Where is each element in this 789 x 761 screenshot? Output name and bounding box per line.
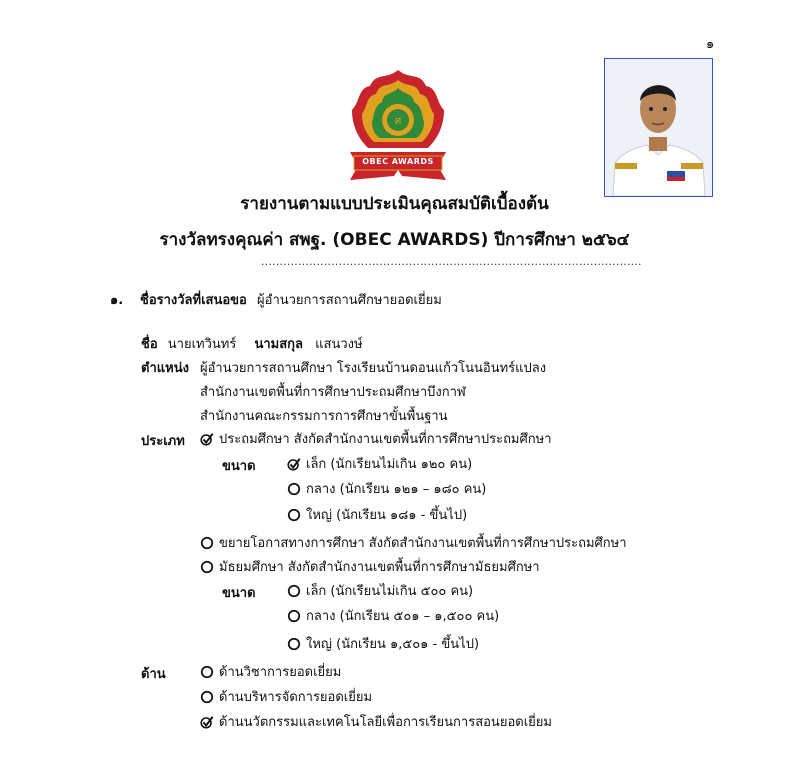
- secondary-size-text: ใหญ่ (นักเรียน ๑,๕๐๑ - ขึ้นไป): [306, 637, 480, 652]
- primary-size-text: ใหญ่ (นักเรียน ๑๘๑ - ขึ้นไป): [306, 508, 468, 523]
- aspect-option-text: ด้านวิชาการยอดเยี่ยม: [219, 665, 342, 680]
- checked-circle-icon[interactable]: [200, 432, 214, 446]
- report-title: รายงานตามแบบประเมินคุณสมบัติเบื้องต้น: [240, 194, 549, 214]
- primary-size-option[interactable]: [287, 504, 467, 525]
- report-subtitle: รางวัลทรงคุณค่า สพฐ. (OBEC AWARDS) ปีการศึกษา ๒๕๖๔: [159, 230, 630, 250]
- primary-size-text: เล็ก (นักเรียนไม่เกิน ๑๒๐ คน): [306, 457, 473, 472]
- section-number: ๑.: [110, 293, 124, 308]
- empty-circle-icon[interactable]: [287, 482, 301, 496]
- category-primary-text: ประถมศึกษา สังกัดสำนักงานเขตพื้นที่การศึกษาประถมศึกษา: [219, 432, 552, 447]
- primary-size-option[interactable]: [287, 453, 472, 474]
- first-name-value: นายเทวินทร์: [167, 337, 237, 352]
- empty-circle-icon[interactable]: [200, 536, 214, 550]
- secondary-size-option[interactable]: [287, 633, 479, 654]
- svg-text:ศ: ศ: [394, 116, 402, 127]
- award-name-label: ชื่อรางวัลที่เสนอขอ: [140, 293, 247, 308]
- primary-size-text: กลาง (นักเรียน ๑๒๑ – ๑๘๐ คน): [306, 482, 487, 497]
- position-line: สำนักงานเขตพื้นที่การศึกษาประถมศึกษาบึงกาฬ: [200, 385, 466, 400]
- empty-circle-icon[interactable]: [287, 637, 301, 651]
- position-label: ตำแหน่ง: [141, 361, 189, 376]
- obec-awards-logo: [340, 66, 456, 188]
- aspect-option[interactable]: [200, 686, 372, 707]
- empty-circle-icon[interactable]: [200, 690, 214, 704]
- dotted-separator: .......................................................................................................: [261, 255, 642, 268]
- category-extended[interactable]: [200, 532, 627, 553]
- aspect-option-text: ด้านนวัตกรรมและเทคโนโลยีเพื่อการเรียนการสอนยอดเยี่ยม: [219, 715, 552, 730]
- checked-circle-icon[interactable]: [287, 457, 301, 471]
- award-name-value: ผู้อำนวยการสถานศึกษายอดเยี่ยม: [257, 293, 442, 308]
- aspect-option-text: ด้านบริหารจัดการยอดเยี่ยม: [219, 690, 373, 705]
- logo-caption: OBEC AWARDS: [362, 157, 434, 166]
- last-name-label: นามสกุล: [254, 337, 304, 352]
- award-name-row: [140, 289, 442, 310]
- primary-size-option[interactable]: [287, 478, 486, 499]
- secondary-size-option[interactable]: [287, 580, 473, 601]
- aspect-option[interactable]: [200, 661, 341, 682]
- size-label: ขนาด: [222, 459, 256, 474]
- secondary-size-option[interactable]: [287, 605, 499, 626]
- position-line: สำนักงานคณะกรรมการการศึกษาขั้นพื้นฐาน: [200, 409, 448, 424]
- position-line: ผู้อำนวยการสถานศึกษา โรงเรียนบ้านดอนแก้วโนนอินทร์แปลง: [200, 361, 547, 376]
- page-number: ๑: [706, 37, 715, 52]
- size-label: ขนาด: [222, 586, 256, 601]
- nominee-photo: [604, 58, 713, 197]
- empty-circle-icon[interactable]: [287, 584, 301, 598]
- category-secondary-text: มัธยมศึกษา สังกัดสำนักงานเขตพื้นที่การศึกษามัธยมศึกษา: [219, 560, 540, 575]
- last-name-value: แสนวงษ์: [315, 337, 363, 352]
- empty-circle-icon[interactable]: [200, 665, 214, 679]
- empty-circle-icon[interactable]: [287, 609, 301, 623]
- empty-circle-icon[interactable]: [287, 508, 301, 522]
- empty-circle-icon[interactable]: [200, 560, 214, 574]
- aspect-option[interactable]: [200, 711, 552, 732]
- aspect-label: ด้าน: [141, 667, 166, 682]
- category-primary[interactable]: [200, 428, 552, 449]
- first-name-label: ชื่อ: [141, 337, 158, 352]
- name-row: [141, 333, 363, 354]
- category-extended-text: ขยายโอกาสทางการศึกษา สังกัดสำนักงานเขตพื้นที่การศึกษาประถมศึกษา: [219, 536, 627, 551]
- secondary-size-text: กลาง (นักเรียน ๕๐๑ – ๑,๕๐๐ คน): [306, 609, 500, 624]
- secondary-size-text: เล็ก (นักเรียนไม่เกิน ๕๐๐ คน): [306, 584, 474, 599]
- checked-circle-icon[interactable]: [200, 715, 214, 729]
- category-label: ประเภท: [141, 434, 185, 449]
- category-secondary[interactable]: [200, 556, 540, 577]
